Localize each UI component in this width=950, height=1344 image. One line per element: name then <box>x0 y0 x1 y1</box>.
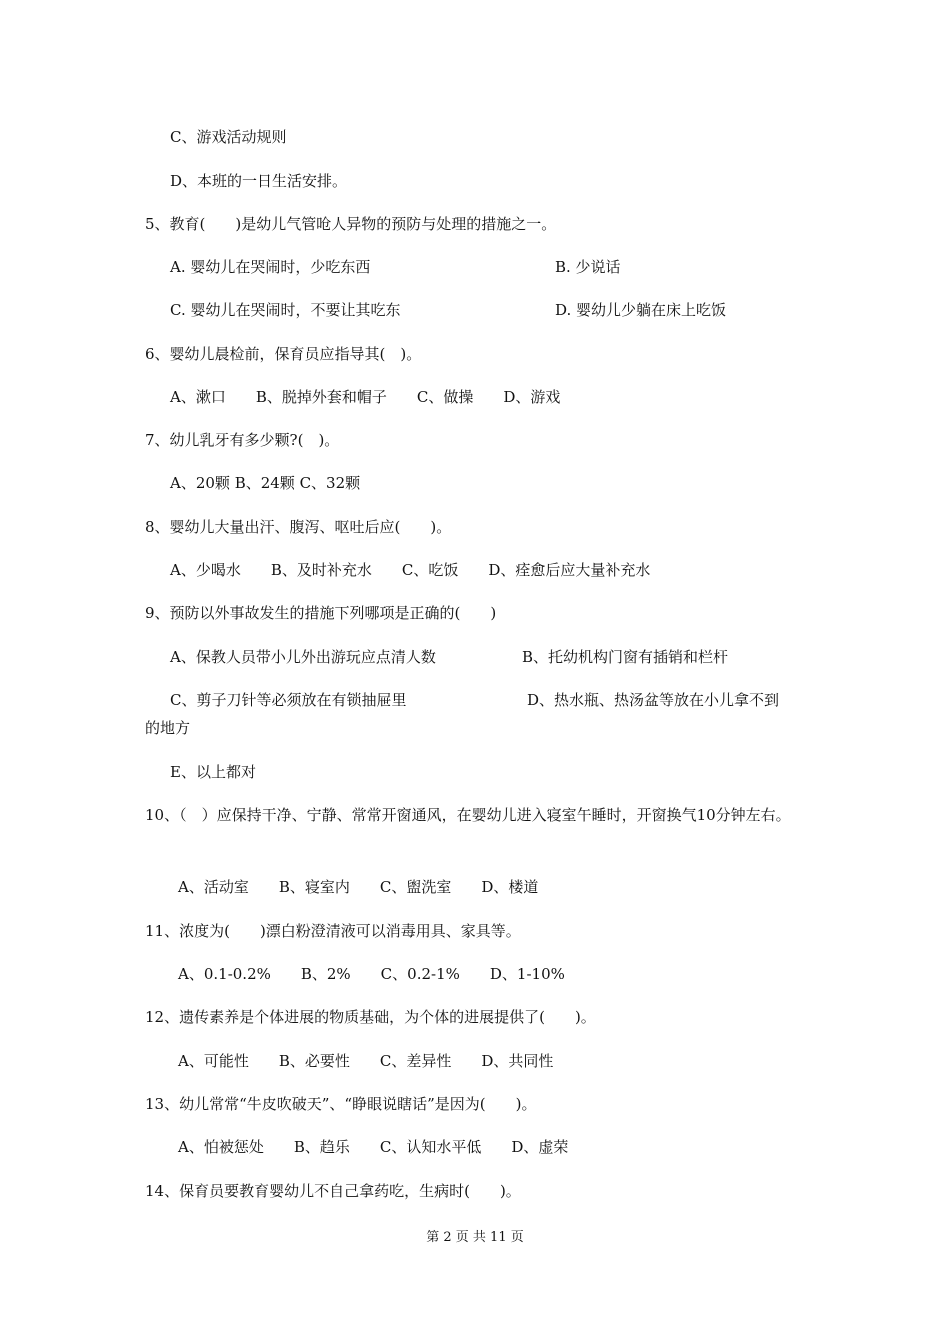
q6-options: A、漱口 B、脱掉外套和帽子 C、做操 D、游戏 <box>170 388 561 406</box>
q9-stem: 9、预防以外事故发生的措施下列哪项是正确的( ) <box>145 604 497 622</box>
q9-option-a: A、保教人员带小儿外出游玩应点清人数 <box>170 648 436 666</box>
q5-option-a: A. 婴幼儿在哭闹时，少吃东西 <box>170 258 371 276</box>
q10-options: A、活动室 B、寝室内 C、盥洗室 D、楼道 <box>178 878 539 896</box>
q10-stem: 10、（ ）应保持干净、宁静、常常开窗通风，在婴幼儿进入寝室午睡时，开窗换气10分钟左右。 <box>145 806 791 824</box>
q11-options: A、0.1-0.2% B、2% C、0.2-1% D、1-10% <box>178 965 565 983</box>
q9-option-d: D、热水瓶、热汤盆等放在小儿拿不到 <box>527 691 780 709</box>
q9-option-c: C、剪子刀针等必须放在有锁抽屉里 <box>170 691 407 709</box>
q4-option-c: C、游戏活动规则 <box>170 128 287 146</box>
q11-stem: 11、浓度为( )漂白粉澄清液可以消毒用具、家具等。 <box>145 922 521 940</box>
q6-stem: 6、婴幼儿晨检前，保育员应指导其( )。 <box>145 345 422 363</box>
q9-option-d-continued: 的地方 <box>145 719 191 737</box>
q12-options: A、可能性 B、必要性 C、差异性 D、共同性 <box>178 1052 554 1070</box>
q7-stem: 7、幼儿乳牙有多少颗?( )。 <box>145 431 340 449</box>
q12-stem: 12、遗传素养是个体进展的物质基础，为个体的进展提供了( )。 <box>145 1008 596 1026</box>
q14-stem: 14、保育员要教育婴幼儿不自己拿药吃，生病时( )。 <box>145 1182 521 1200</box>
q13-options: A、怕被惩处 B、趋乐 C、认知水平低 D、虚荣 <box>178 1138 569 1156</box>
q5-option-c: C. 婴幼儿在哭闹时，不要让其吃东 <box>170 301 401 319</box>
q5-option-d: D. 婴幼儿少躺在床上吃饭 <box>555 301 727 319</box>
q9-option-b: B、托幼机构门窗有插销和栏杆 <box>522 648 729 666</box>
q13-stem: 13、幼儿常常“牛皮吹破天”、“睁眼说瞎话”是因为( )。 <box>145 1095 537 1113</box>
page-footer: 第 2 页 共 11 页 <box>426 1230 524 1245</box>
q8-options: A、少喝水 B、及时补充水 C、吃饭 D、痊愈后应大量补充水 <box>170 561 651 579</box>
q7-options: A、20颗 B、24颗 C、32颗 <box>170 474 361 492</box>
q5-option-b: B. 少说话 <box>555 258 621 276</box>
q4-option-d: D、本班的一日生活安排。 <box>170 172 348 190</box>
q9-option-e: E、以上都对 <box>170 763 256 781</box>
q5-stem: 5、教育( )是幼儿气管呛人异物的预防与处理的措施之一。 <box>145 215 557 233</box>
q8-stem: 8、婴幼儿大量出汗、腹泻、呕吐后应( )。 <box>145 518 452 536</box>
